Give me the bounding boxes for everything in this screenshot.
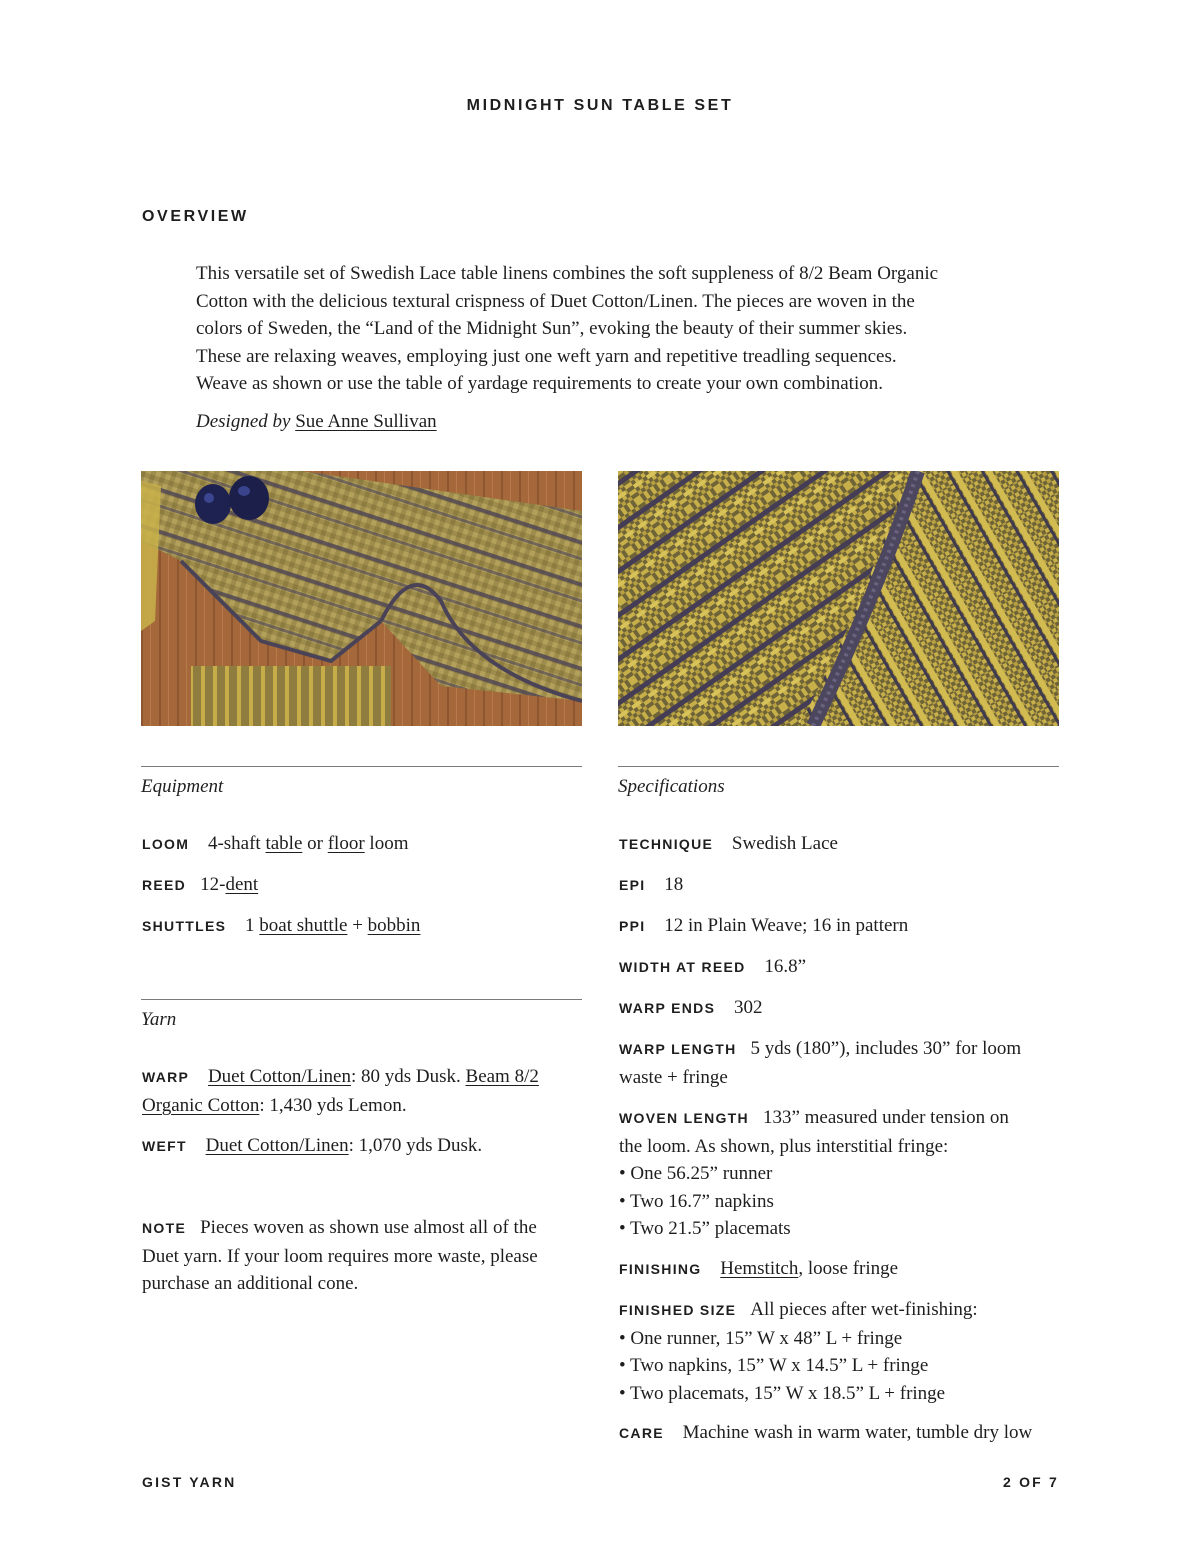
duet-cotton-linen-link[interactable]: Duet Cotton/Linen [207, 1066, 351, 1087]
note-row [142, 1214, 582, 1298]
ppi-row [619, 912, 908, 941]
designer-link[interactable]: Sue Anne Sullivan [295, 411, 437, 432]
designed-by-label: Designed by [196, 411, 291, 432]
overview-heading: OVERVIEW [142, 208, 249, 225]
finished-size-row [619, 1296, 1059, 1407]
woven-length-line: the loom. As shown, plus interstitial fringe: [619, 1135, 949, 1157]
specifications-heading: Specifications [618, 776, 725, 797]
weft-label: WEFT [142, 1138, 187, 1154]
shuttles-pre: 1 [245, 915, 255, 936]
loom-mid: or [307, 833, 323, 854]
lace-closeup-photo [618, 471, 1059, 726]
finishing-row [619, 1255, 898, 1284]
specifications-divider [618, 766, 1059, 767]
technique-value: Swedish Lace [731, 833, 838, 854]
width-at-reed-value: 16.8” [764, 956, 806, 977]
care-row [619, 1419, 1032, 1448]
weft-text: : 1,070 yds Dusk. [348, 1135, 483, 1156]
warp-length-line: waste + fringe [619, 1066, 728, 1088]
yarn-divider [141, 999, 582, 1000]
finished-size-bullet: • Two placemats, 15” W x 18.5” L + fringe [619, 1382, 946, 1404]
beam-link-part1[interactable]: Beam 8/2 [465, 1066, 539, 1087]
finished-size-bullet: • Two napkins, 15” W x 14.5” L + fringe [619, 1355, 929, 1376]
finished-size-line: All pieces after wet-finishing: [750, 1299, 978, 1320]
overview-line: Cotton with the delicious textural crispness of Duet Cotton/Linen. The pieces are woven in the [196, 290, 915, 312]
floor-loom-link[interactable]: floor [327, 833, 365, 854]
loom-post: loom [369, 833, 409, 854]
finished-size-label: FINISHED SIZE [619, 1302, 737, 1318]
ppi-label: PPI [619, 918, 646, 934]
shuttles-label: SHUTTLES [142, 918, 227, 934]
warp-text2: : 1,430 yds Lemon. [259, 1094, 407, 1116]
hemstitch-link[interactable]: Hemstitch [720, 1258, 799, 1279]
shuttles-row [142, 912, 420, 941]
dent-link[interactable]: dent [225, 874, 259, 895]
warp-length-label: WARP LENGTH [619, 1041, 737, 1057]
equipment-heading: Equipment [141, 776, 224, 797]
epi-label: EPI [619, 877, 646, 893]
woven-length-bullet: • One 56.25” runner [619, 1163, 773, 1184]
document-title: MIDNIGHT SUN TABLE SET [466, 97, 734, 114]
warp-ends-row [619, 994, 762, 1023]
boat-shuttle-link[interactable]: boat shuttle [259, 915, 348, 936]
woven-length-bullet: • Two 21.5” placemats [619, 1218, 791, 1239]
note-line: Duet yarn. If your loom requires more waste, please [142, 1245, 538, 1267]
equipment-divider [141, 766, 582, 767]
note-line: Pieces woven as shown use almost all of the [200, 1217, 537, 1238]
finishing-label: FINISHING [619, 1261, 702, 1277]
weft-row [142, 1132, 482, 1161]
finishing-text: , loose fringe [798, 1258, 899, 1279]
overview-paragraph [196, 260, 1056, 398]
care-label: CARE [619, 1425, 664, 1441]
loom-row [142, 830, 408, 859]
warp-length-line: 5 yds (180”), includes 30” for loom [750, 1038, 1022, 1059]
width-at-reed-label: WIDTH AT REED [619, 959, 746, 975]
loom-label: LOOM [142, 836, 190, 852]
woven-length-label: WOVEN LENGTH [619, 1110, 749, 1126]
warp-text1: : 80 yds Dusk. [350, 1066, 461, 1087]
beam-link-part2[interactable]: Organic Cotton [142, 1094, 260, 1116]
overview-line: This versatile set of Swedish Lace table linens combines the soft suppleness of 8/2 Beam Organic [196, 263, 939, 284]
ppi-value: 12 in Plain Weave; 16 in pattern [664, 915, 909, 936]
table-loom-link[interactable]: table [265, 833, 303, 854]
reed-label: REED [142, 877, 187, 893]
overview-line: These are relaxing weaves, employing just one weft yarn and repetitive treadling sequences. [196, 345, 897, 367]
table-runner-photo [141, 471, 582, 726]
woven-length-row [619, 1104, 1059, 1243]
warp-row [142, 1063, 582, 1119]
width-at-reed-row [619, 953, 806, 982]
note-label: NOTE [142, 1220, 187, 1236]
bobbin-link[interactable]: bobbin [367, 915, 421, 936]
woven-length-bullet: • Two 16.7” napkins [619, 1190, 774, 1212]
designer-credit [196, 411, 437, 433]
epi-value: 18 [664, 874, 684, 895]
shuttles-mid: + [352, 915, 363, 936]
overview-line: Weave as shown or use the table of yardage requirements to create your own combination. [196, 373, 883, 394]
weft-yarn-link[interactable]: Duet Cotton/Linen [205, 1135, 349, 1156]
warp-label: WARP [142, 1069, 190, 1085]
warp-ends-value: 302 [733, 997, 763, 1018]
technique-row [619, 830, 838, 859]
technique-label: TECHNIQUE [619, 836, 714, 852]
warp-length-row [619, 1035, 1059, 1091]
loom-pre: 4-shaft [207, 833, 261, 854]
footer-brand: GIST YARN [142, 1474, 237, 1490]
note-line: purchase an additional cone. [142, 1273, 359, 1294]
reed-row [142, 871, 258, 900]
overview-line: colors of Sweden, the “Land of the Midnight Sun”, evoking the beauty of their summer skies. [196, 318, 908, 339]
yarn-heading: Yarn [141, 1009, 177, 1030]
finished-size-bullet: • One runner, 15” W x 48” L + fringe [619, 1327, 903, 1349]
epi-row [619, 871, 683, 900]
page-number: 2 OF 7 [1003, 1474, 1059, 1490]
reed-pre: 12- [200, 874, 226, 895]
care-value: Machine wash in warm water, tumble dry low [682, 1422, 1033, 1443]
warp-ends-label: WARP ENDS [619, 1000, 716, 1016]
woven-length-line: 133” measured under tension on [762, 1107, 1009, 1128]
